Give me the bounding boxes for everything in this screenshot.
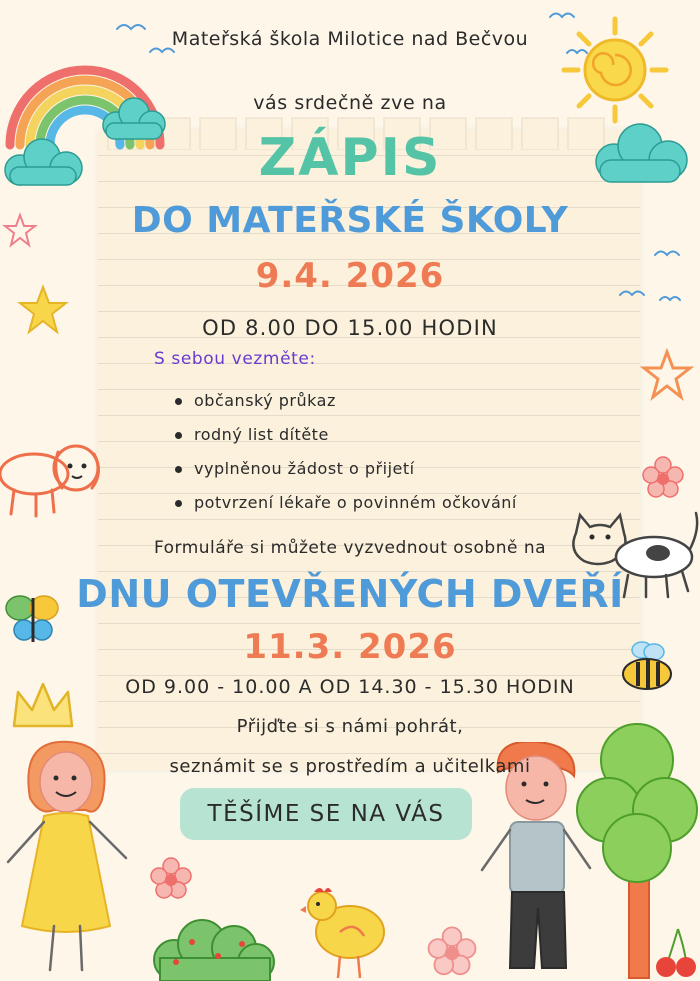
dog-drawing xyxy=(0,428,112,524)
event-hours: OD 8.00 DO 15.00 HODIN xyxy=(202,316,498,340)
list-item: občanský průkaz xyxy=(170,384,517,418)
cherry-icon xyxy=(652,925,700,981)
open-day-intro: Formuláře si můžete vyzvednout osobně na xyxy=(153,538,547,558)
event-title: ZÁPIS xyxy=(258,128,442,188)
flower-icon xyxy=(640,455,686,501)
list-item: potvrzení lékaře o povinném očkování xyxy=(170,486,517,520)
event-subtitle: DO MATEŘSKÉ ŠKOLY xyxy=(131,200,569,241)
invite-text: vás srdečně zve na xyxy=(253,92,447,114)
flower-icon xyxy=(148,856,194,902)
cta-banner: TĚŠÍME SE NA VÁS xyxy=(180,788,472,840)
open-day-title: DNU OTEVŘENÝCH DVEŘÍ xyxy=(76,572,624,616)
list-item: vyplněnou žádost o přijetí xyxy=(170,452,517,486)
open-day-hours: OD 9.00 - 10.00 A OD 14.30 - 15.30 HODIN xyxy=(125,676,575,698)
chicken-drawing xyxy=(300,882,400,981)
open-day-date: 11.3. 2026 xyxy=(243,627,457,667)
requirements-list xyxy=(170,384,517,520)
star-icon xyxy=(640,348,695,403)
list-item: rodný list dítěte xyxy=(170,418,517,452)
flower-icon xyxy=(425,925,479,979)
bush-drawing xyxy=(152,918,277,981)
requirements-heading: S sebou vezměte: xyxy=(154,349,316,369)
school-name: Mateřská škola Milotice nad Bečvou xyxy=(171,28,529,50)
open-day-line-2: seznámit se s prostředím a učitelkami xyxy=(169,756,531,777)
open-day-line-1: Přijďte si s námi pohrát, xyxy=(236,716,464,737)
event-date: 9.4. 2026 xyxy=(255,256,445,296)
